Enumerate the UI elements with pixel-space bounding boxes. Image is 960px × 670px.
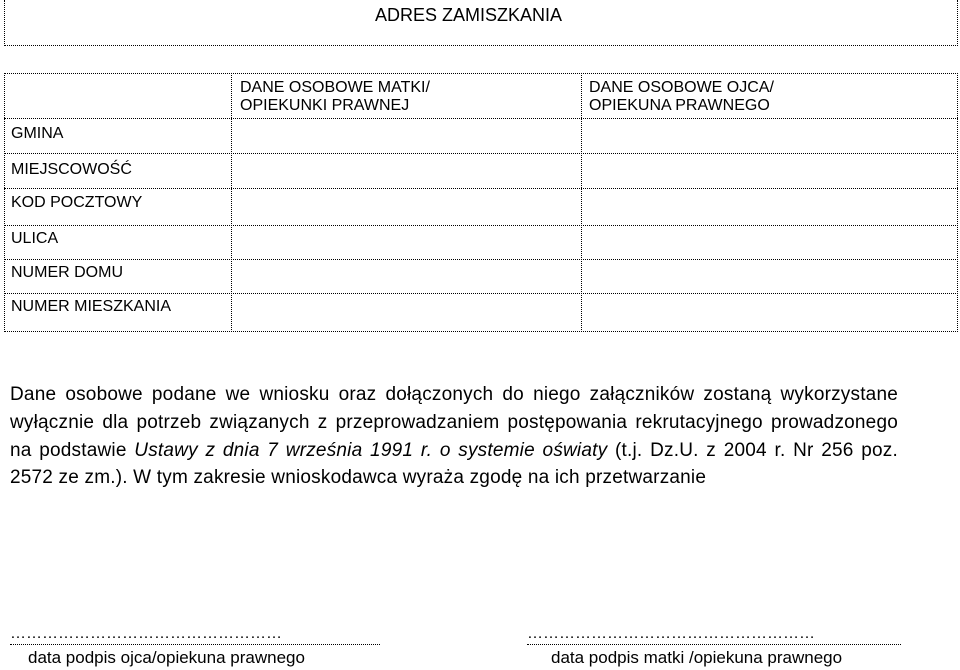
section-title: ADRES ZAMISZKANIA: [375, 5, 563, 25]
mother-signature-label: data podpis matki /opiekuna prawnego: [551, 648, 843, 667]
consent-paragraph: [10, 381, 898, 492]
consent-text-part2: (t.j. Dz.U. z 2004 r. Nr 256 poz. 2572 ze zm.). W tym zakresie wnioskodawca wyraża zgodę na ich przetwarzanie: [10, 439, 898, 489]
mother-numer-mieszkania-field[interactable]: [232, 294, 581, 332]
row-label-ulica: ULICA: [11, 230, 59, 247]
consent-text-part1: Dane osobowe podane we wniosku oraz dołączonych do niego załączników zostaną wykorzystane wyłącznie dla potrzeb związanych z przeprowadzaniem postępowania rekrutacyjnego prowadzonego na podstawie: [10, 384, 898, 461]
father-kod-pocztowy-field[interactable]: [582, 189, 958, 225]
father-numer-mieszkania-field[interactable]: [582, 294, 958, 332]
mother-ulica-field[interactable]: [232, 226, 581, 259]
row-label-numer-mieszkania: NUMER MIESZKANIA: [11, 298, 172, 315]
father-signature-line: [10, 644, 380, 645]
mother-gmina-field[interactable]: [232, 119, 581, 153]
father-numer-domu-field[interactable]: [582, 260, 958, 293]
row-label-kod-pocztowy: KOD POCZTOWY: [11, 194, 143, 211]
row-label-numer-domu: NUMER DOMU: [11, 264, 123, 281]
father-signature-label: data podpis ojca/opiekuna prawnego: [28, 648, 305, 667]
father-ulica-field[interactable]: [582, 226, 958, 259]
mother-signature-dots[interactable]: ………………………………………………: [527, 625, 815, 642]
mother-kod-pocztowy-field[interactable]: [232, 189, 581, 225]
mother-miejscowosc-field[interactable]: [232, 154, 581, 188]
father-gmina-field[interactable]: [582, 119, 958, 153]
law-reference: Ustawy z dnia 7 września 1991 r. o systemie oświaty: [134, 439, 608, 461]
row-label-gmina: GMINA: [11, 125, 64, 142]
column-header-mother: DANE OSOBOWE MATKI/ OPIEKUNKI PRAWNEJ: [240, 79, 430, 114]
row-label-miejscowosc: MIEJSCOWOŚĆ: [11, 161, 132, 178]
father-miejscowosc-field[interactable]: [582, 154, 958, 188]
father-signature-dots[interactable]: ……………………………………………: [10, 625, 282, 642]
mother-numer-domu-field[interactable]: [232, 260, 581, 293]
column-header-father: DANE OSOBOWE OJCA/ OPIEKUNA PRAWNEGO: [589, 79, 774, 114]
mother-signature-line: [527, 644, 901, 645]
